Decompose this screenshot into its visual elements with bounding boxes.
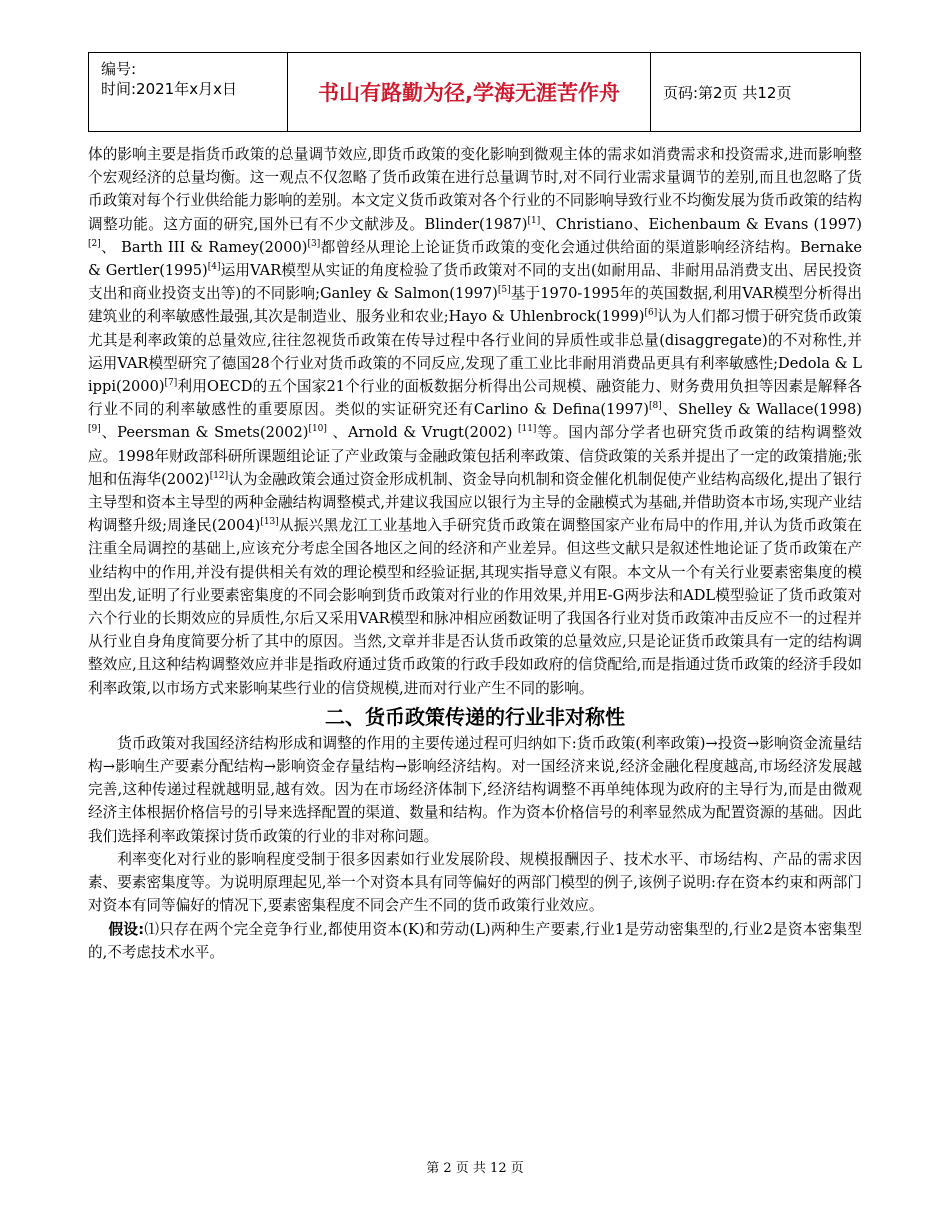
document-body — [88, 143, 862, 964]
text-run: 等。国内部分学者也研究货币政策的结构调整效应。1998年财政部科研所课题组论证了产业政策与金融政策包括利率政策、信贷政策的关系并提出了一定的政策措施;张旭和伍海华(2002) — [88, 424, 862, 488]
header-meta-cell — [89, 53, 288, 132]
paragraph-transmission: 货币政策对我国经济结构形成和调整的作用的主要传递过程可归纳如下:货币政策(利率政策)→投资→影响资金流量结构→影响生产要素分配结构→影响资金存量结构→影响经济结构。对一国经济来说,经济金融化程度越高,市场经济发展越完善,这种传递过程就越明显,越有效。因为在市场经济体制下,经济结构调整不再单纯体现为政府的主导行为,而是由微观经济主体根据价格信号的引导来选择配置的渠道、数量和结构。作为资本价格信号的利率显然成为配置资源的基础。因此我们选择利率政策探讨货币政策的行业的非对称问题。 — [88, 734, 862, 845]
citation-ref: [12] — [209, 470, 229, 481]
text-run: 认为金融政策会通过资金形成机制、资金导向机制和资金催化机制促使产业结构高级化,提出了银行主导型和资本主导型的两种金融结构调整模式,并建议我国应以银行为主导的金融模式为基础,并借助资本市场,实现产业结构调整升级;周逢民(2004) — [88, 470, 862, 535]
page-footer: 第 2 页 共 12 页 — [426, 1161, 524, 1176]
time-label: 时间:2021年x月x日 — [101, 80, 237, 98]
text-run: 、Arnold & Vrugt(2002) — [326, 424, 518, 442]
citation-ref: [3] — [307, 238, 321, 249]
doc-number-label: 编号: — [101, 60, 137, 78]
citation-ref: [5] — [497, 285, 511, 296]
text-run: 利用OECD的五个国家21个行业的面板数据分析得出公司规模、融资能力、财务费用负担等因素是解释各行业不同的利率敏感性的重要原因。类似的实证研究还有Carlino & Defina(1997) — [88, 378, 862, 419]
text-run: 、Shelley & Wallace(1998) — [661, 401, 862, 419]
text-run: 、 Barth III & Ramey(2000) — [100, 238, 308, 256]
section-title: 二、货币政策传递的行业非对称性 — [325, 704, 625, 729]
citation-ref: [7] — [164, 378, 178, 389]
assumption-label: 假设: — [108, 920, 145, 938]
text-run: 基于1970-1995年的英国数据,利用VAR模型分析得出建筑业的利率敏感性最强,其次是制造业、服务业和农业;Hayo & Uhlenbrock(1999) — [88, 285, 862, 326]
text-run: 、Christiano、Eichenbaum & Evans (1997) — [540, 215, 862, 233]
citation-ref: [8] — [648, 401, 662, 412]
citation-ref: [4] — [207, 262, 221, 273]
page-header — [88, 52, 861, 132]
paragraph-assumption — [88, 918, 862, 964]
header-page-label: 页码:第2页 共12页 — [651, 53, 861, 132]
citation-ref: [2] — [88, 238, 101, 249]
text-run: 运用VAR模型从实证的角度检验了货币政策对不同的支出(如耐用品、非耐用品消费支出、居民投资支出和商业投资支出等)的不同影响;Ganley & Salmon(1997) — [88, 262, 862, 303]
text-run: 体的影响主要是指货币政策的总量调节效应,即货币政策的变化影响到微观主体的需求如消费需求和投资需求,进而影响整个宏观经济的总量均衡。这一观点不仅忽略了货币政策在进行总量调节时,对不同行业需求量调节的差别,而且也忽略了货币政策对每个行业供给能力影响的差别。本文定义货币政策对各个行业的不同影响导致行业不均衡发展为货币政策的结构调整功能。这方面的研究,国外已有不少文献涉及。Blinder(1987) — [88, 146, 862, 233]
paragraph-literature-review — [88, 143, 862, 700]
citation-ref: [9] — [88, 424, 101, 435]
text-run: 从振兴黑龙江工业基地入手研究货币政策在调整国家产业布局中的作用,并认为货币政策在注重全局调控的基础上,应该充分考虑全国各地区之间的经济和产业差异。但这些文献只是叙述性地论证了货币政策在产业结构中的作用,并没有提供相关有效的理论模型和经验证据,其现实指导意义有限。本文从一个有关行业要素密集度的模型出发,证明了行业要素密集度的不同会影响到货币政策对行业的作用效果,并用E-G两步法和ADL模型验证了货币政策对六个行业的长期效应的异质性,尔后又采用VAR模型和脉冲相应函数证明了我国各行业对货币政策冲击反应不一的过程并从行业自身角度简要分析了其中的原因。当然,文章并非是否认货币政策的总量效应,只是论证货币政策具有一定的结构调整效应,且这种结构调整效应并非是指政府通过货币政策的行政手段如政府的信贷配给,而是指通过货币政策的经济手段如利率政策,以市场方式来影响某些行业的信贷规模,进而对行业产生不同的影响。 — [88, 517, 862, 697]
paragraph-interest-rate: 利率变化对行业的影响程度受制于很多因素如行业发展阶段、规模报酬因子、技术水平、市场结构、产品的需求因素、要素密集度等。为说明原理起见,举一个对资本具有同等偏好的两部门模型的例子,该例子说明:存在资本约束和两部门对资本有同等偏好的情况下,要素密集程度不同会产生不同的货币政策行业效应。 — [88, 850, 862, 915]
citation-ref: [6] — [644, 308, 658, 319]
citation-ref: [11] — [517, 424, 537, 435]
assumption-text: ⑴只存在两个完全竞争行业,都使用资本(K)和劳动(L)两种生产要素,行业1是劳动密集型的,行业2是资本密集型的,不考虑技术水平。 — [88, 920, 862, 961]
text-run: 、Peersman & Smets(2002) — [100, 424, 309, 442]
citation-ref: [13] — [260, 517, 279, 528]
text-run: 都曾经从理论上论证货币政策的变化会通过供给面的渠道影响经济结构。Bernake & Gertler(1995) — [88, 238, 863, 280]
text-run: 认为人们都习惯于研究货币政策尤其是利率政策的总量效应,往往忽视货币政策在传导过程中各行业间的异质性或非总量(disaggregate)的不对称性,并运用VAR模型研究了德国28个行业对货币政策的不同反应,发现了重工业比非耐用消费品更具有利率敏感性;Dedola & Lippi(2000) — [88, 308, 862, 396]
citation-ref: [1] — [527, 215, 541, 226]
header-motto: 书山有路勤为径,学海无涯苦作舟 — [288, 53, 651, 132]
citation-ref: [10] — [308, 424, 327, 435]
